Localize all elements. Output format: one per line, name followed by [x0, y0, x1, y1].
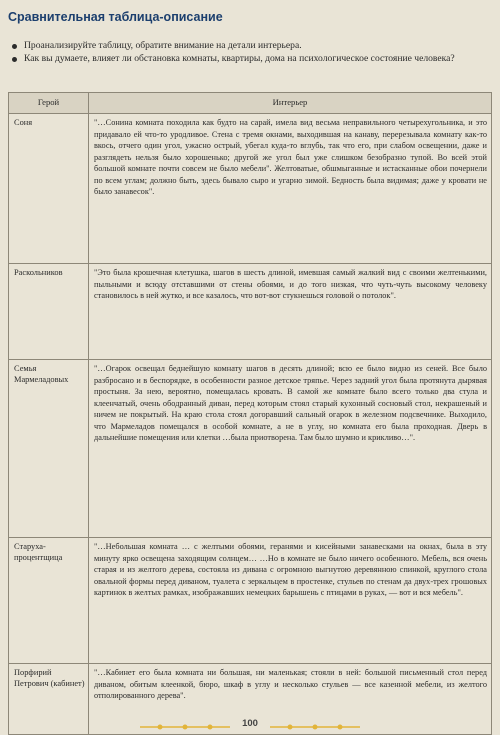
table-row [9, 538, 492, 664]
interior-cell: "…Кабинет его была комната ни большая, ни маленькая; стояли в ней: большой письменный стол перед диваном, обитым клеенкой, бюро, шкаф в углу и несколько стульев — все казенной мебели, из желтого отполированного дерева". [89, 664, 492, 735]
hero-cell: Порфирий Петрович (кабинет) [9, 664, 89, 735]
table-row [9, 360, 492, 538]
interior-cell: "…Небольшая комната … с желтыми обоями, геранями и кисейными занавесками на окнах, была в эту минуту ярко освещена заходящим солнцем… …Но в комнате не было ничего особенного. Мебель, вся очень старая и из желтого дерева, состояла из дивана с огромною выгнутою деревянною спинкой, круглого стола овальной формы перед диваном, туалета с зеркальцем в простенке, стульев по стенам да двух-трех грошовых картинок в желтых рамках, изображавших немецких барышень с птицами в руках, — вот и вся мебель". [89, 538, 492, 664]
column-header-interior: Интерьер [89, 93, 492, 114]
comparison-table [8, 92, 492, 735]
question-text: Проанализируйте таблицу, обратите внимание на детали интерьера. [24, 40, 302, 51]
interior-cell: "Это была крошечная клетушка, шагов в шесть длиной, имевшая самый жалкий вид с своими желтенькими, пыльными и всюду отставшими от стены обоями, и до того низкая, что чуть-чуть высокому человеку становилось в ней жутко, и все казалось, что вот-вот стукнешься головой о потолок". [89, 264, 492, 360]
question-list [10, 40, 488, 66]
interior-cell: "…Огарок освещал беднейшую комнату шагов в десять длиной; всю ее было видно из сеней. Все было разбросано и в беспорядке, в особенности разное детское тряпье. Через задний угол была протянута дырявая простыня. За нею, вероятно, помещалась кровать. В самой же комнате было всего только два стула и клеенчатый, очень ободранный диван, перед которым стоял старый кухонный сосновый стол, некрашеный и ничем не покрытый. На краю стола стоял догоравший сальный огарок в железном подсвечнике. Выходило, что Мармеладов помещался в особой комнате, а не в углу, но комната его была проходная. Дверь в дальнейшие помещения или клетки …была приотворена. Там было шумно и крикливо…". [89, 360, 492, 538]
hero-cell: Старуха-процентщица [9, 538, 89, 664]
bullet-icon [12, 57, 17, 62]
hero-cell: Семья Мармеладовых [9, 360, 89, 538]
question-text: Как вы думаете, влияет ли обстановка комнаты, квартиры, дома на психологическое состояние человека? [24, 53, 455, 64]
bullet-icon [12, 44, 17, 49]
hero-cell: Соня [9, 114, 89, 264]
page-footer [0, 706, 500, 732]
table-header-row [9, 93, 492, 114]
table-row [9, 264, 492, 360]
page-number: 100 [242, 718, 258, 729]
interior-cell: "…Сонина комната походила как будто на сарай, имела вид весьма неправильного четырехугольника, и это придавало ей что-то уродливое. Стена с тремя окнами, выходившая на канаву, перерезывала комнату как-то вкось, отчего один угол, ужасно острый, убегал куда-то вглубь, так что его, при слабом освещении, даже и разглядеть нельзя было хорошенько; другой же угол был уже слишком безобразно тупой. Во всей этой большой комнате почти совсем не было мебели". Желтоватые, обшмыганные и истасканные обои почернели по всем углам; должно быть, здесь бывало сыро и угарно зимой. Бедность была видимая; даже у кровати не было занавесок". [89, 114, 492, 264]
page-title: Сравнительная таблица-описание [8, 10, 223, 24]
question-item [10, 40, 488, 52]
column-header-hero: Герой [9, 93, 89, 114]
hero-cell: Раскольников [9, 264, 89, 360]
table-row [9, 114, 492, 264]
question-item [10, 53, 488, 65]
